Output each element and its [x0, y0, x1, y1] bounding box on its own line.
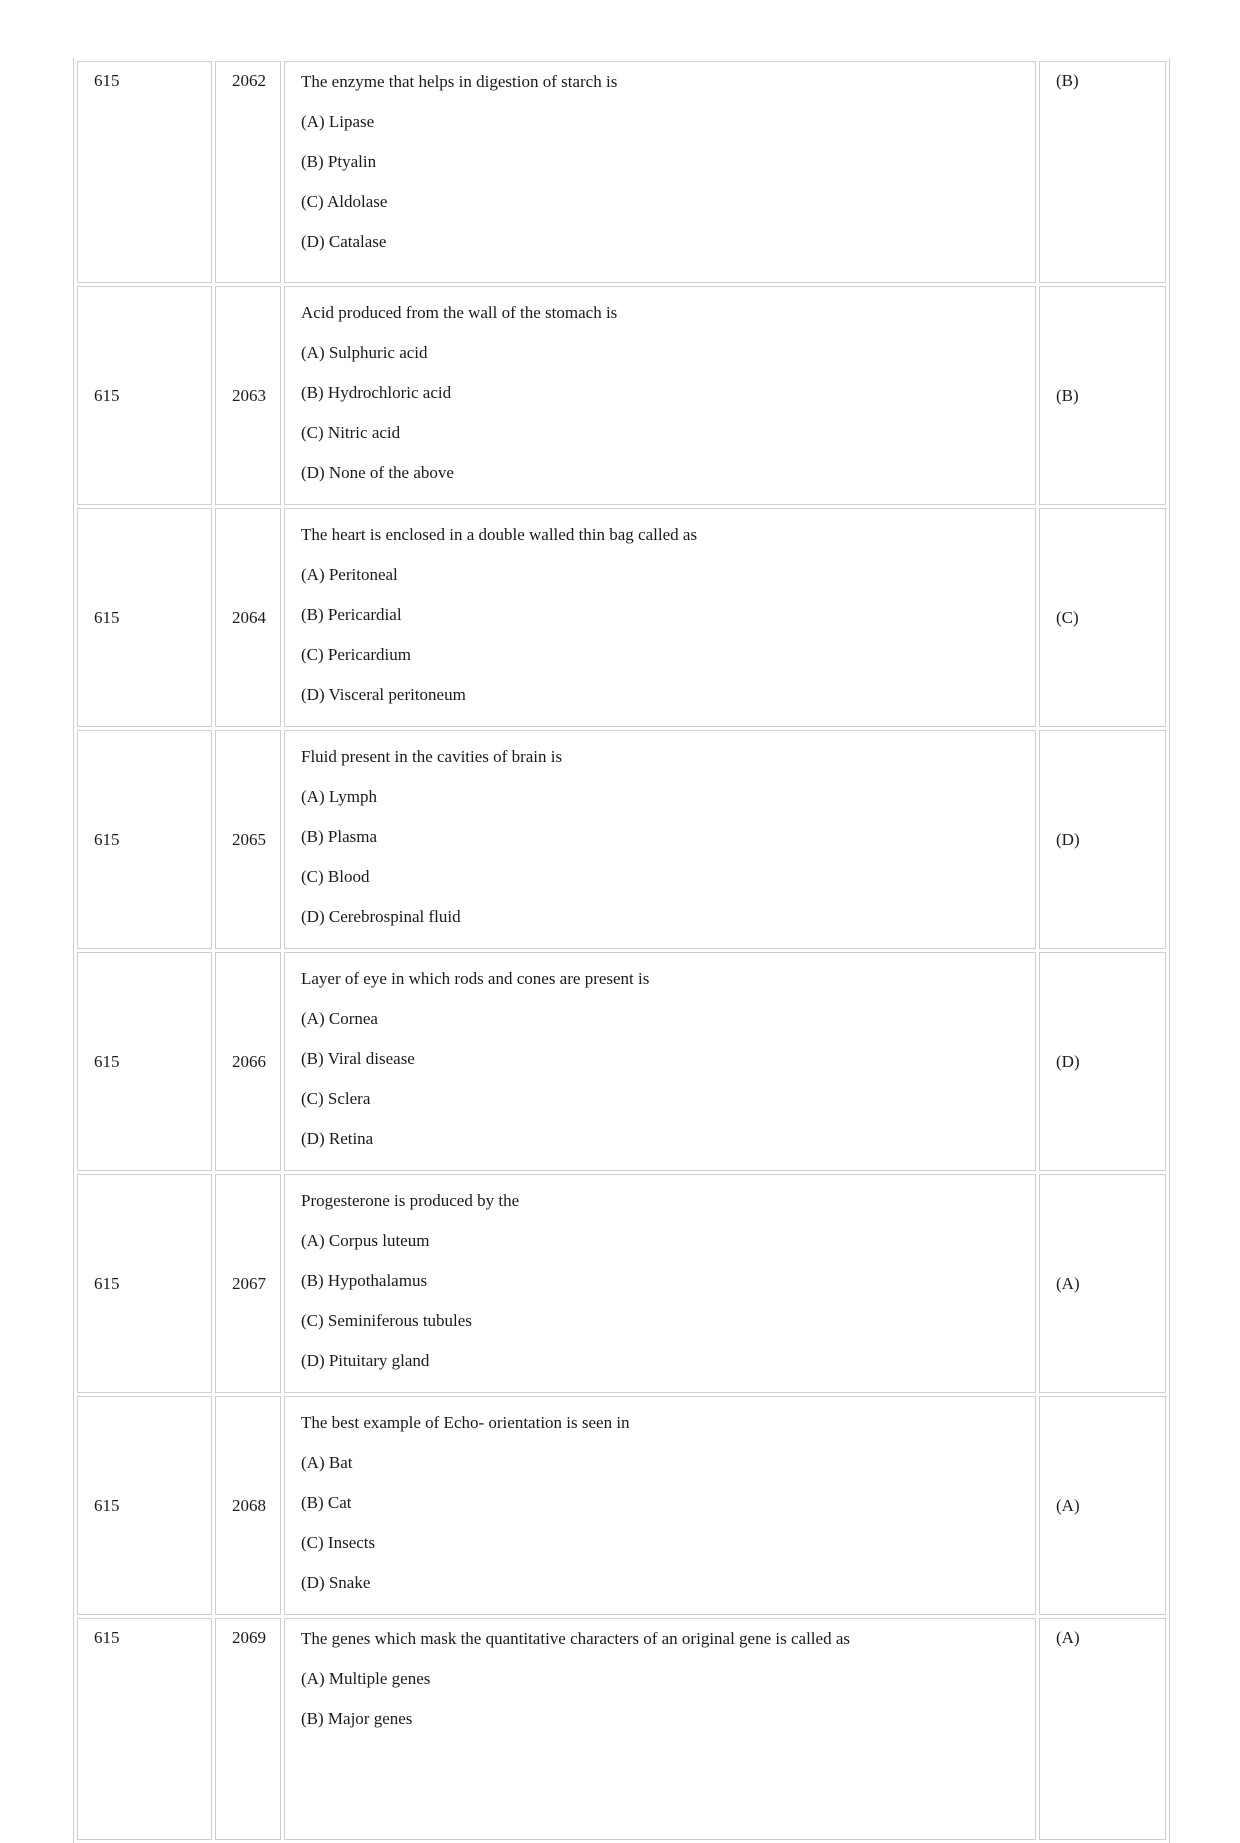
question-cell	[284, 1174, 1036, 1393]
table-row	[77, 730, 1166, 949]
set-code-cell: 615	[77, 1396, 212, 1615]
question-cell	[284, 286, 1036, 505]
option-a: (A) Bat	[301, 1452, 353, 1472]
option-a: (A) Cornea	[301, 1008, 378, 1028]
table-row	[77, 1174, 1166, 1393]
option-a: (A) Peritoneal	[301, 564, 398, 584]
answer-cell: (A)	[1039, 1396, 1166, 1615]
answer-cell: (D)	[1039, 952, 1166, 1171]
option-b: (B) Plasma	[301, 826, 378, 846]
set-code-cell: 615	[77, 286, 212, 505]
option-d: (D) Snake	[301, 1572, 371, 1592]
option-d: (D) Retina	[301, 1128, 374, 1148]
question-cell	[284, 730, 1036, 949]
option-c: (C) Sclera	[301, 1088, 371, 1108]
question-number-cell: 2066	[215, 952, 281, 1171]
option-b: (B) Major genes	[301, 1709, 413, 1728]
question-text: The enzyme that helps in digestion of starch is	[301, 72, 618, 91]
question-text: Fluid present in the cavities of brain is	[301, 746, 563, 766]
answer-cell: (C)	[1039, 508, 1166, 727]
option-d: (D) Catalase	[301, 232, 387, 251]
option-a: (A) Multiple genes	[301, 1669, 431, 1688]
option-a: (A) Sulphuric acid	[301, 342, 428, 362]
question-number-cell: 2065	[215, 730, 281, 949]
option-a: (A) Corpus luteum	[301, 1230, 430, 1250]
option-d: (D) Pituitary gland	[301, 1350, 430, 1370]
option-b: (B) Cat	[301, 1492, 352, 1512]
question-number-cell: 2069	[215, 1618, 281, 1840]
question-text: Progesterone is produced by the	[301, 1190, 520, 1210]
option-a: (A) Lymph	[301, 786, 378, 806]
answer-cell: (D)	[1039, 730, 1166, 949]
table-row	[77, 1618, 1166, 1840]
question-table	[73, 58, 1170, 1843]
question-sheet	[73, 58, 1170, 1728]
answer-cell: (A)	[1039, 1618, 1166, 1840]
option-c: (C) Aldolase	[301, 192, 388, 211]
question-cell	[284, 952, 1036, 1171]
question-cell	[284, 508, 1036, 727]
set-code-cell: 615	[77, 1618, 212, 1840]
option-c: (C) Blood	[301, 866, 370, 886]
question-cell	[284, 61, 1036, 283]
option-b: (B) Ptyalin	[301, 152, 377, 171]
table-row	[77, 952, 1166, 1171]
set-code-cell: 615	[77, 1174, 212, 1393]
table-row	[77, 508, 1166, 727]
question-number-cell: 2062	[215, 61, 281, 283]
table-row	[77, 1396, 1166, 1615]
question-text: Layer of eye in which rods and cones are present is	[301, 968, 650, 988]
table-row	[77, 61, 1166, 283]
option-b: (B) Hypothalamus	[301, 1270, 428, 1290]
option-c: (C) Pericardium	[301, 644, 411, 664]
option-a: (A) Lipase	[301, 112, 375, 131]
option-b: (B) Pericardial	[301, 604, 402, 624]
question-text: The heart is enclosed in a double walled thin bag called as	[301, 524, 698, 544]
option-c: (C) Nitric acid	[301, 422, 401, 442]
answer-cell: (A)	[1039, 1174, 1166, 1393]
question-number-cell: 2064	[215, 508, 281, 727]
question-text: The best example of Echo- orientation is seen in	[301, 1412, 630, 1432]
question-number-cell: 2068	[215, 1396, 281, 1615]
option-d: (D) None of the above	[301, 462, 454, 482]
set-code-cell: 615	[77, 508, 212, 727]
question-text: Acid produced from the wall of the stomach is	[301, 302, 618, 322]
question-text: The genes which mask the quantitative characters of an original gene is called as	[301, 1629, 850, 1648]
option-b: (B) Hydrochloric acid	[301, 382, 452, 402]
answer-cell: (B)	[1039, 286, 1166, 505]
option-b: (B) Viral disease	[301, 1048, 415, 1068]
option-c: (C) Insects	[301, 1532, 376, 1552]
set-code-cell: 615	[77, 952, 212, 1171]
question-number-cell: 2063	[215, 286, 281, 505]
question-cell	[284, 1396, 1036, 1615]
set-code-cell: 615	[77, 730, 212, 949]
answer-cell: (B)	[1039, 61, 1166, 283]
option-c: (C) Seminiferous tubules	[301, 1310, 472, 1330]
question-cell	[284, 1618, 1036, 1840]
table-row	[77, 286, 1166, 505]
question-number-cell: 2067	[215, 1174, 281, 1393]
option-d: (D) Visceral peritoneum	[301, 684, 466, 704]
set-code-cell: 615	[77, 61, 212, 283]
option-d: (D) Cerebrospinal fluid	[301, 906, 461, 926]
